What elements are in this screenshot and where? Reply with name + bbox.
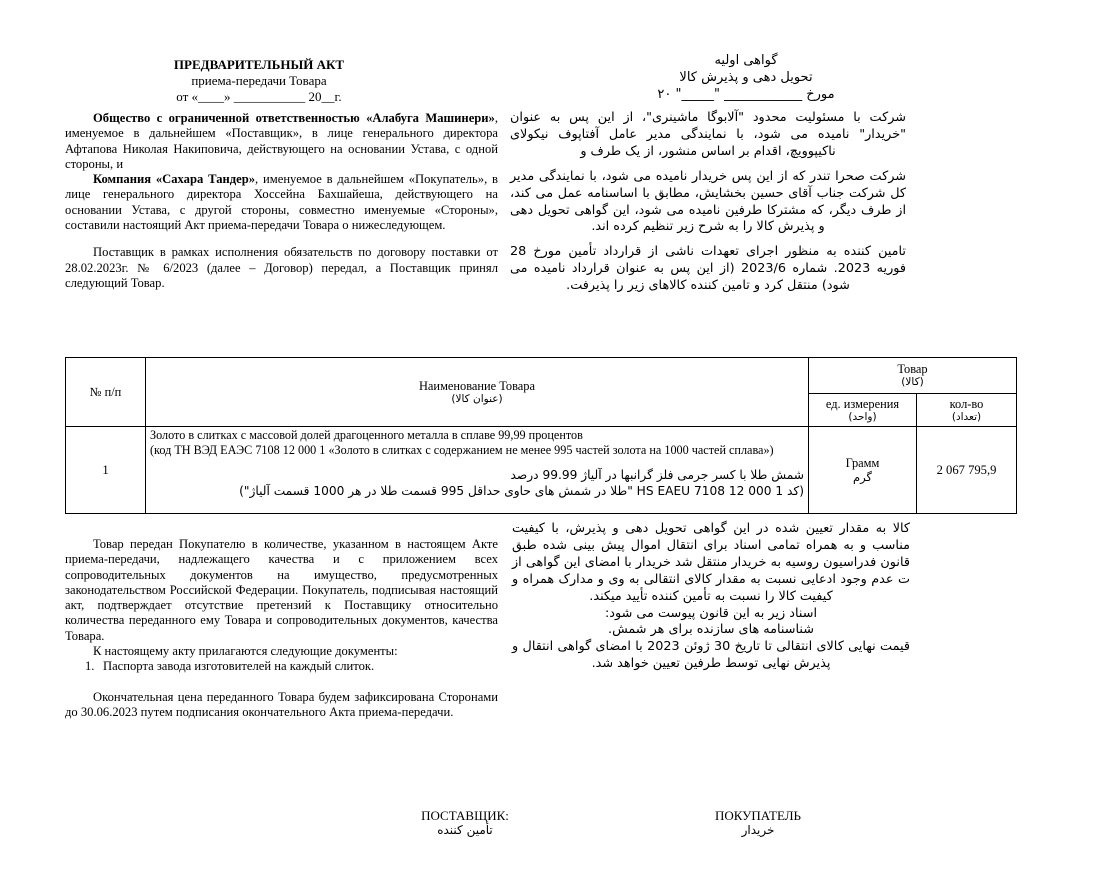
- ru-closing-paragraph: Товар передан Покупателю в количестве, указанном в настоящем Акте приема-передачи, надлежащего качества и с приложением всех сопроводительных документов на имущество, предусмотренных законодательством Российской Федерации. Покупатель, подписывая настоящий акт, подтверждает отсутствие претензий к Поставщику относительно количества переданного ему Товара и сопроводительных документов, качества Товара.: [65, 537, 498, 643]
- row-name-fa-line2: (کد HS EAEU 7108 12 000 1 "طلا در شمش های حاوی حداقل 995 قسمت طلا در هر 1000 قسمت آلیاژ"): [239, 484, 804, 499]
- ru-paragraph-supplier: [65, 111, 498, 172]
- fa-final-paragraph: قیمت نهایی کالای انتقالی تا تاریخ 30 ژوئن 2023 با امضای گواهی انتقال و پذیرش نهایی توسط طرفین تعیین خواهد شد.: [512, 639, 910, 672]
- ru-document-header: [65, 57, 453, 105]
- col-header-qty: [917, 394, 1017, 427]
- signature-supplier-ru: ПОСТАВЩИК:: [421, 808, 509, 823]
- fa-closing: [512, 521, 910, 673]
- signature-buyer-fa: خریدار: [741, 823, 775, 837]
- fa-closing-paragraph: کالا به مقدار تعیین شده در این گواهی تحویل دهی و پذیرش، با کیفیت مناسب و به همراه تمامی اسناد برای انتقال اموال پیش بینی شده طبق قانون فدراسیون روسیه به خریدار منتقل شد خریدار با امضای این گواهی از ت عدم وجود ادعایی نسبت به مقدار کالای انتقالی به وی و مدارک همراه و کیفیت کالا را نسبت به تأمین کننده تأیید میکند.: [512, 521, 910, 604]
- col-header-qty-fa: (تعداد): [951, 410, 982, 423]
- ru-preamble: [65, 111, 498, 291]
- ru-attachment-item: [85, 659, 498, 674]
- ru-paragraph-buyer: [65, 172, 498, 233]
- row-unit-ru: Грамм: [845, 456, 880, 470]
- row-qty-cell: 2 067 795,9: [917, 427, 1017, 514]
- signature-buyer: [648, 808, 868, 838]
- col-header-goods-ru: Товар: [897, 362, 928, 376]
- signature-buyer-ru: ПОКУПАТЕЛЬ: [714, 808, 802, 823]
- ru-paragraph-buyer-text: , именуемое в дальнейшем «Покупатель», в лице генерального директора Хоссейна Бахшайеша, действующего на основании Устава, с другой стороны, совместно именуемые «Стороны», составили настоящий Акт приема-передачи Товара о нижеследующем.: [65, 172, 499, 233]
- row-number-cell: 1: [66, 427, 146, 514]
- table-header-row-1: [66, 358, 1017, 394]
- fa-date-line: مورخ ____________ "_____" ۲۰: [657, 87, 835, 102]
- ru-attachment-item-number: 1.: [85, 659, 95, 674]
- col-header-name: [146, 358, 809, 427]
- ru-paragraph-contract: [65, 245, 498, 291]
- fa-attachment-item: شناسنامه های سازنده برای هر شمش.: [608, 622, 814, 638]
- col-header-qty-ru: кол-во: [949, 396, 984, 411]
- fa-document-header: [557, 52, 935, 103]
- col-header-unit-fa: (واحد): [848, 410, 877, 423]
- fa-subtitle: تحویل دهی و پذیرش کالا: [679, 70, 813, 85]
- row-name-cell: [146, 427, 809, 514]
- col-header-number-label: № п/п: [89, 385, 122, 399]
- goods-table: [65, 357, 1017, 514]
- ru-final-paragraph: Окончательная цена переданного Товара будем зафиксирована Сторонами до 30.06.2023 путем подписания окончательного Акта приема-передачи.: [65, 689, 498, 719]
- col-header-unit: [809, 394, 917, 427]
- row-name-ru-line2: (код ТН ВЭД ЕАЭС 7108 12 000 1 «Золото в слитках с содержанием не менее 995 частей золота на 1000 частей сплава»): [150, 442, 774, 457]
- ru-paragraph-contract-text: Поставщик в рамках исполнения обязательств по договору поставки от 28.02.2023г. № 6/2023 (далее – Договор) передал, а Поставщик принял следующий Товар.: [65, 245, 498, 290]
- col-header-goods-fa: (کالا): [901, 376, 924, 388]
- fa-title: گواهی اولیه: [714, 53, 778, 68]
- row-name-fa-line1: شمش طلا با کسر جرمی فلز گرانبها در آلیاژ 99.99 درصد: [510, 467, 804, 482]
- ru-paragraph-supplier-text: , именуемое в дальнейшем «Поставщик», в лице генерального директора Афтапова Николая Накиповича, действующего на основании Устава, с одной стороны, и: [65, 111, 498, 171]
- signature-supplier-fa: تأمین کننده: [437, 823, 493, 837]
- row-name-ru-line1: Золото в слитках с массовой долей драгоценного металла в сплаве 99,99 процентов: [150, 428, 583, 442]
- ru-buyer-name: Компания «Сахара Тандер»: [93, 172, 256, 187]
- ru-supplier-name: Общество с ограниченной ответственностью «Алабуга Машинери»: [93, 111, 495, 125]
- fa-paragraph-contract: تامین کننده به منظور اجرای تعهدات ناشی از قرارداد تأمین مورخ 28 فوریه 2023. شماره 2023/6 (از این پس به عنوان قرارداد نامیده می شود) منتقل کرد و تامین کننده کالاهای زیر را پذیرفت.: [510, 244, 907, 294]
- ru-subtitle: приема-передачи Товара: [191, 73, 327, 88]
- table-row: [66, 427, 1017, 514]
- fa-paragraph-supplier: شرکت با مسئولیت محدود "آلابوگا ماشینری"، از این پس به عنوان "خریدار" نامیده می شود، با نمایندگی مدیر عامل آفتاپوف نیکولای ناکیپوویچ، اقدام بر اساس منشور، از یک طرف و: [510, 110, 906, 159]
- ru-closing: [65, 537, 498, 720]
- col-header-unit-ru: ед. измерения: [825, 396, 900, 411]
- row-unit-cell: [809, 427, 917, 514]
- fa-paragraph-buyer: شرکت صحرا تندر که از این پس خریدار نامیده می شود، با نمایندگی مدیر کل شرکت جناب آقای حسین بخشایش، مطابق با اساسنامه عمل می کند، از طرف دیگر، که مشترکا طرفین نامیده می شود، این گواهی تحویل دهی و پذیرش کالا را به شرح زیر تنظیم کرده اند.: [510, 168, 906, 235]
- col-header-name-ru: Наименование Товара: [418, 378, 535, 393]
- ru-title: ПРЕДВАРИТЕЛЬНЫЙ АКТ: [173, 57, 345, 72]
- ru-attachments-intro: К настоящему акту прилагаются следующие документы:: [93, 644, 398, 659]
- row-unit-fa: گرم: [853, 470, 872, 484]
- signature-supplier: [355, 808, 575, 838]
- fa-preamble: [510, 110, 906, 303]
- ru-date-line: от «____» ___________ 20__г.: [176, 89, 342, 104]
- col-header-goods-group: [809, 358, 1017, 394]
- col-header-name-fa: (عنوان کالا): [451, 392, 503, 405]
- col-header-number: [66, 358, 146, 427]
- signature-area: [0, 808, 1098, 858]
- fa-attachments-intro: اسناد زیر به این قانون پیوست می شود:: [604, 605, 818, 621]
- ru-attachment-item-text: Паспорта завода изготовителей на каждый слиток.: [103, 659, 375, 674]
